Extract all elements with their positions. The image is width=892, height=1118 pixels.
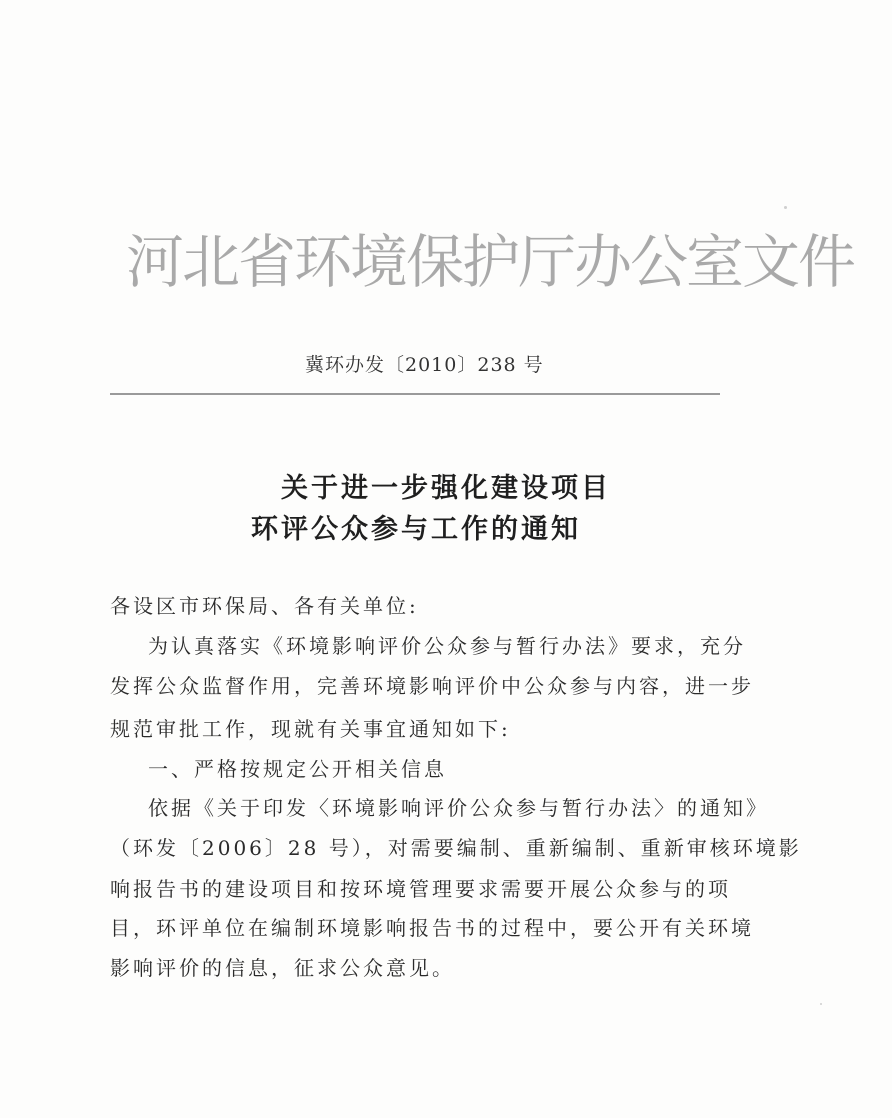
salutation: 各设区市环保局、各有关单位: [110,594,419,618]
notice-title-line-2: 环评公众参与工作的通知 [251,514,581,545]
paragraph-2-line-4: 目，环评单位在编制环境影响报告书的过程中，要公开有关环境 [110,916,754,940]
paragraph-1-line-2: 发挥公众监督作用，完善环境影响评价中公众参与内容，进一步 [110,674,754,698]
scan-speck [784,206,787,209]
paragraph-2-line-1: 依据《关于印发〈环境影响评价公众参与暂行办法〉的通知》 [148,796,769,820]
paragraph-1-line-1: 为认真落实《环境影响评价公众参与暂行办法》要求，充分 [148,634,746,658]
agency-header-title: 河北省环境保护厅办公室文件 [126,228,855,296]
paragraph-2-line-2: （环发〔2006〕28 号），对需要编制、重新编制、重新审核环境影 [110,836,802,860]
header-divider [110,393,720,395]
scan-speck [820,1003,822,1005]
document-number: 冀环办发〔2010〕238 号 [305,354,544,376]
notice-title-line-1: 关于进一步强化建设项目 [281,473,611,504]
paragraph-2-line-5: 影响评价的信息，征求公众意见。 [110,956,455,980]
paragraph-1-line-3: 规范审批工作，现就有关事宜通知如下: [110,717,511,741]
paragraph-2-line-3: 响报告书的建设项目和按环境管理要求需要开展公众参与的项 [110,877,731,901]
section-1-heading: 一、严格按规定公开相关信息 [148,757,447,781]
